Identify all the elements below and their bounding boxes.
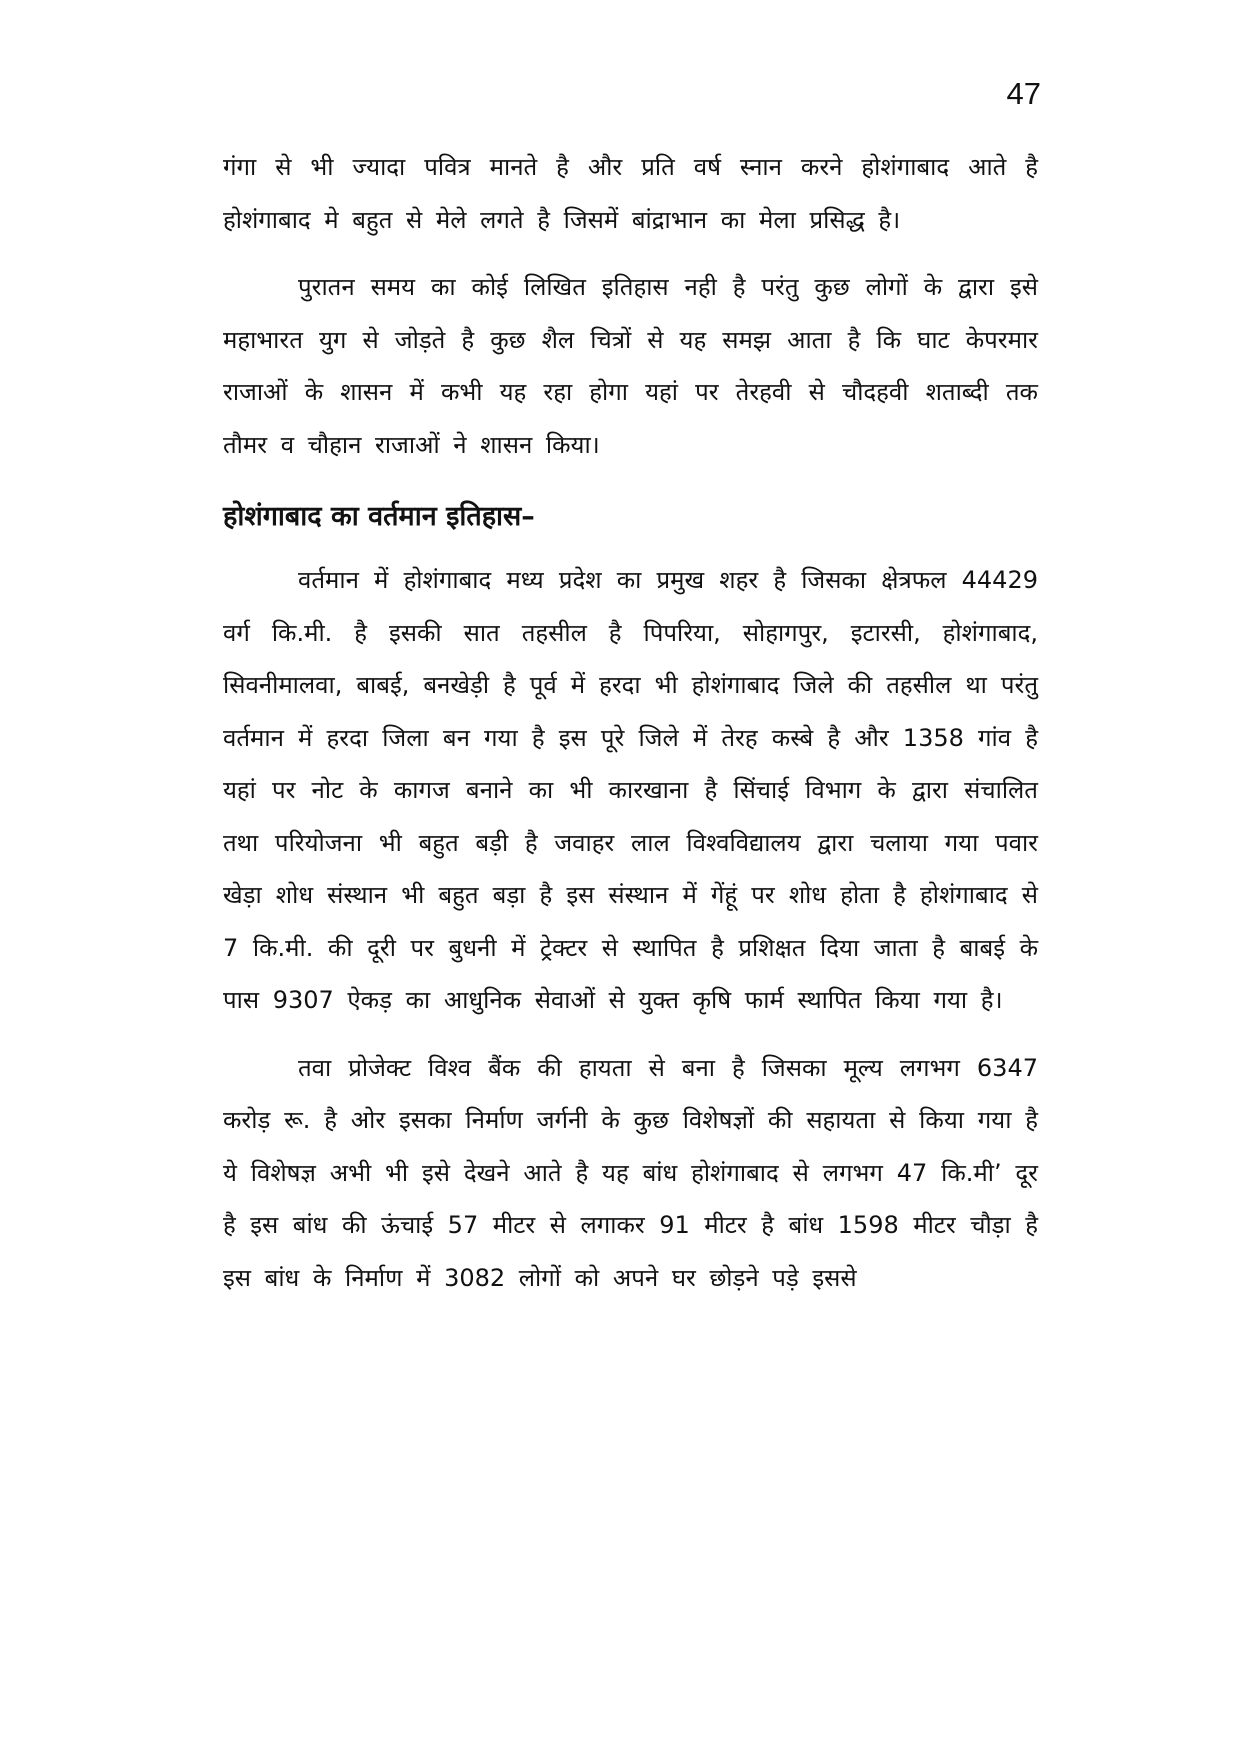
section-heading: होशंगाबाद का वर्तमान इतिहास– [223,501,535,532]
paragraph-ancient-history: पुरातन समय का कोई लिखित इतिहास नही है परंतु कुछ लोगों के द्वारा इसे महाभारत युग से जोड़ते है कुछ शैल चित्रों से यह समझ आता है कि घाट केपरमार राजाओं के शासन में कभी यह रहा होगा यहां पर तेरहवी से चौदहवी शताब्दी तक तौमर व चौहान राजाओं ने शासन किया। [223,273,1038,459]
paragraph-continuation: गंगा से भी ज्यादा पवित्र मानते है और प्रति वर्ष स्नान करने होशंगाबाद आते है होशंगाबाद मे बहुत से मेले लगते है जिसमें बांद्राभान का मेला प्रसिद्ध है। [223,153,1038,234]
paragraph-present-day: वर्तमान में होशंगाबाद मध्य प्रदेश का प्रमुख शहर है जिसका क्षेत्रफल 44429 वर्ग कि.मी. है इसकी सात तहसील है पिपरिया, सोहागपुर, इटारसी, होशंगाबाद, सिवनीमालवा, बाबई, बनखेड़ी है पूर्व में हरदा भी होशंगाबाद जिले की तहसील था परंतु वर्तमान में हरदा जिला बन गया है इस पूरे जिले में तेरह कस्बे है और 1358 गांव है यहां पर नोट के कागज बनाने का भी कारखाना है सिंचाई विभाग के द्वारा संचालित तथा परियोजना भी बहुत बड़ी है जवाहर लाल विश्वविद्यालय द्वारा चलाया गया पवार खेड़ा शोध संस्थान भी बहुत बड़ा है इस संस्थान में गेंहूं पर शोध होता है होशंगाबाद से 7 कि.मी. की दूरी पर बुधनी में ट्रेक्टर से स्थापित है प्रशिक्षत दिया जाता है बाबई के पास 9307 ऐकड़ का आधुनिक सेवाओं से युक्त कृषि फार्म स्थापित किया गया है। [223,566,1038,1014]
page-body [223,141,1038,1304]
page-number: 47 [1006,76,1041,111]
paragraph-tawa-project: तवा प्रोजेक्ट विश्व बैंक की हायता से बना है जिसका मूल्य लगभग 6347 करोड़ रू. है ओर इसका निर्माण जर्गनी के कुछ विशेषज्ञों की सहायता से किया गया है ये विशेषज्ञ अभी भी इसे देखने आते है यह बांध होशंगाबाद से लगभग 47 कि.मी’ दूर है इस बांध की ऊंचाई 57 मीटर से लगाकर 91 मीटर है बांध 1598 मीटर चौड़ा है इस बांध के निर्माण में 3082 लोगों को अपने घर छोड़ने पड़े इससे [223,1053,1038,1292]
